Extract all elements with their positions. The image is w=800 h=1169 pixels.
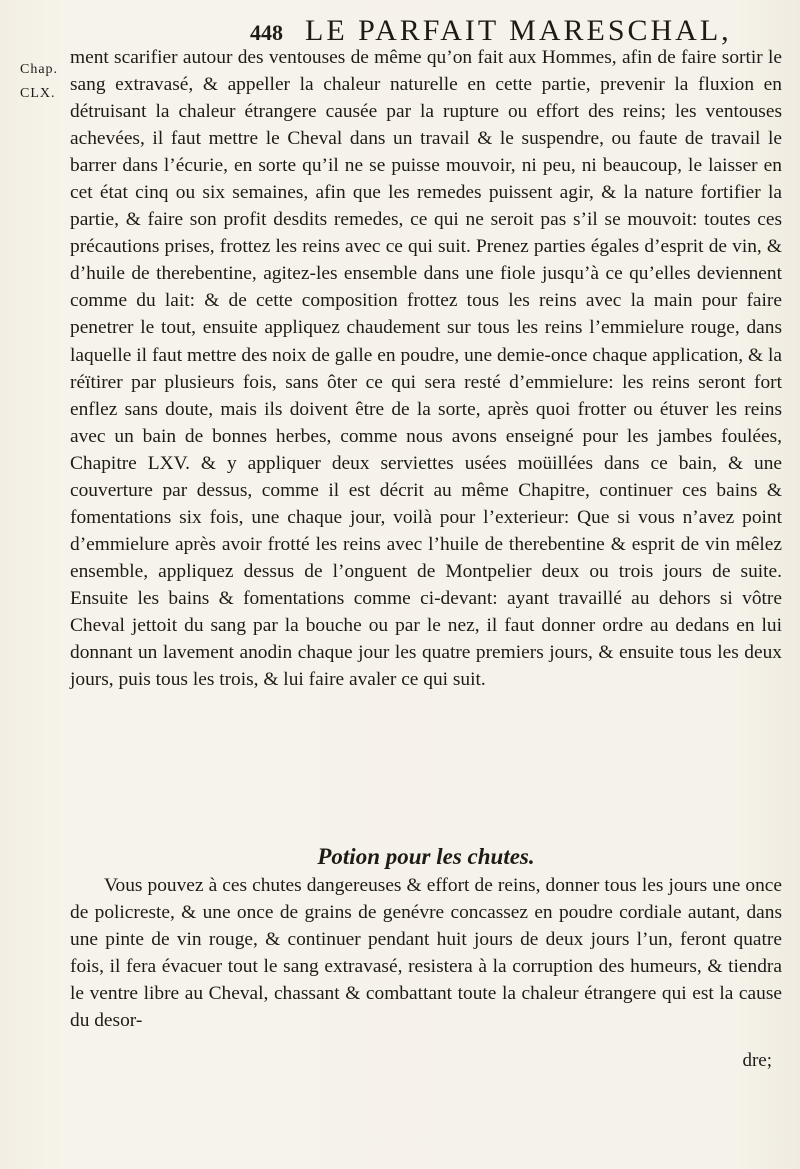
chapter-margin-note xyxy=(20,58,65,106)
main-text xyxy=(70,44,782,693)
margin-chapter-number: CLX. xyxy=(20,86,56,101)
section-title: Potion pour les chutes. xyxy=(317,844,535,869)
page-number: 448 xyxy=(250,20,283,45)
catchword: dre; xyxy=(742,1050,772,1071)
paragraph-2: Vous pouvez à ces chutes dangereuses & effort de reins, donner tous les jours une once de policreste, & une once de grains de genévre concassez en poudre cordiale autant, dans une pinte de vin rouge, & continuer pendant huit jours de deux jours l’un, feront quatre fois, il fera évacuer tout le sang extravasé, resistera à la corruption des humeurs, & tiendra le ventre libre au Cheval, chassant & combattant toute la chaleur étrangere qui est la cause du desor- xyxy=(70,875,782,1032)
running-title: LE PARFAIT MARESCHAL, xyxy=(305,14,732,47)
second-text xyxy=(70,872,782,1034)
margin-chapter-label: Chap. xyxy=(20,62,59,77)
paragraph-1: ment scarifier autour des ventouses de même qu’on fait aux Hommes, afin de faire sortir le sang extravasé, & appeller la chaleur naturelle en cette partie, prevenir la fluxion en détruisant la chaleur étrangere causée par la rupture ou effort des reins; les ventouses achevées, il faut mettre le Cheval dans un travail & le suspendre, ou faute de travail le barrer dans l’écurie, en sorte qu’il ne se puisse mouvoir, ni peu, ni beaucoup, le laisser en cet état cinq ou six semaines, afin que les remedes puissent agir, & la nature fortifier la partie, & faire son profit desdits remedes, ce qui ne seroit pas s’il se mouvoit: toutes ces précautions prises, frottez les reins avec ce qui suit. Prenez parties égales d’esprit de vin, & d’huile de therebentine, agitez-les ensemble dans une fiole jusqu’à ce qu’elles deviennent comme du lait: & de cette composition frottez tous les reins avec la main pour faire penetrer le tout, ensuite appliquez chaudement sur tous les reins l’emmielure rouge, dans laquelle il faut mettre des noix de galle en poudre, une demie-once chaque application, & la réïtirer par plusieurs fois, sans ôter ce qui sera resté d’emmielure: les reins seront fort enflez sans doute, mais ils doivent être de la sorte, après quoi frotter ou étuver les reins avec un bain de bonnes herbes, comme nous avons enseigné pour les jambes foulées, Chapitre LXV. & y appliquer deux serviettes usées moüillées dans ce bain, & une couverture par dessus, comme il est décrit au même Chapitre, continuer ces bains & fomentations six fois, une chaque jour, voilà pour l’exterieur: Que si vous n’avez point d’emmielure après avoir frotté les reins avec l’huile de therebentine & esprit de vin mêlez ensemble, appliquez dessus de l’onguent de Montpelier deux ou trois jours de suite. Ensuite les bains & fomentations comme ci-devant: ayant travaillé au dehors si vôtre Cheval jettoit du sang par la bouche ou par le nez, il faut donner ordre au dedans en lui donnant un lavement anodin chaque jour les quatre premiers jours, & ensuite tous les deux jours, puis tous les trois, & lui faire avaler ce qui suit. xyxy=(70,47,782,691)
